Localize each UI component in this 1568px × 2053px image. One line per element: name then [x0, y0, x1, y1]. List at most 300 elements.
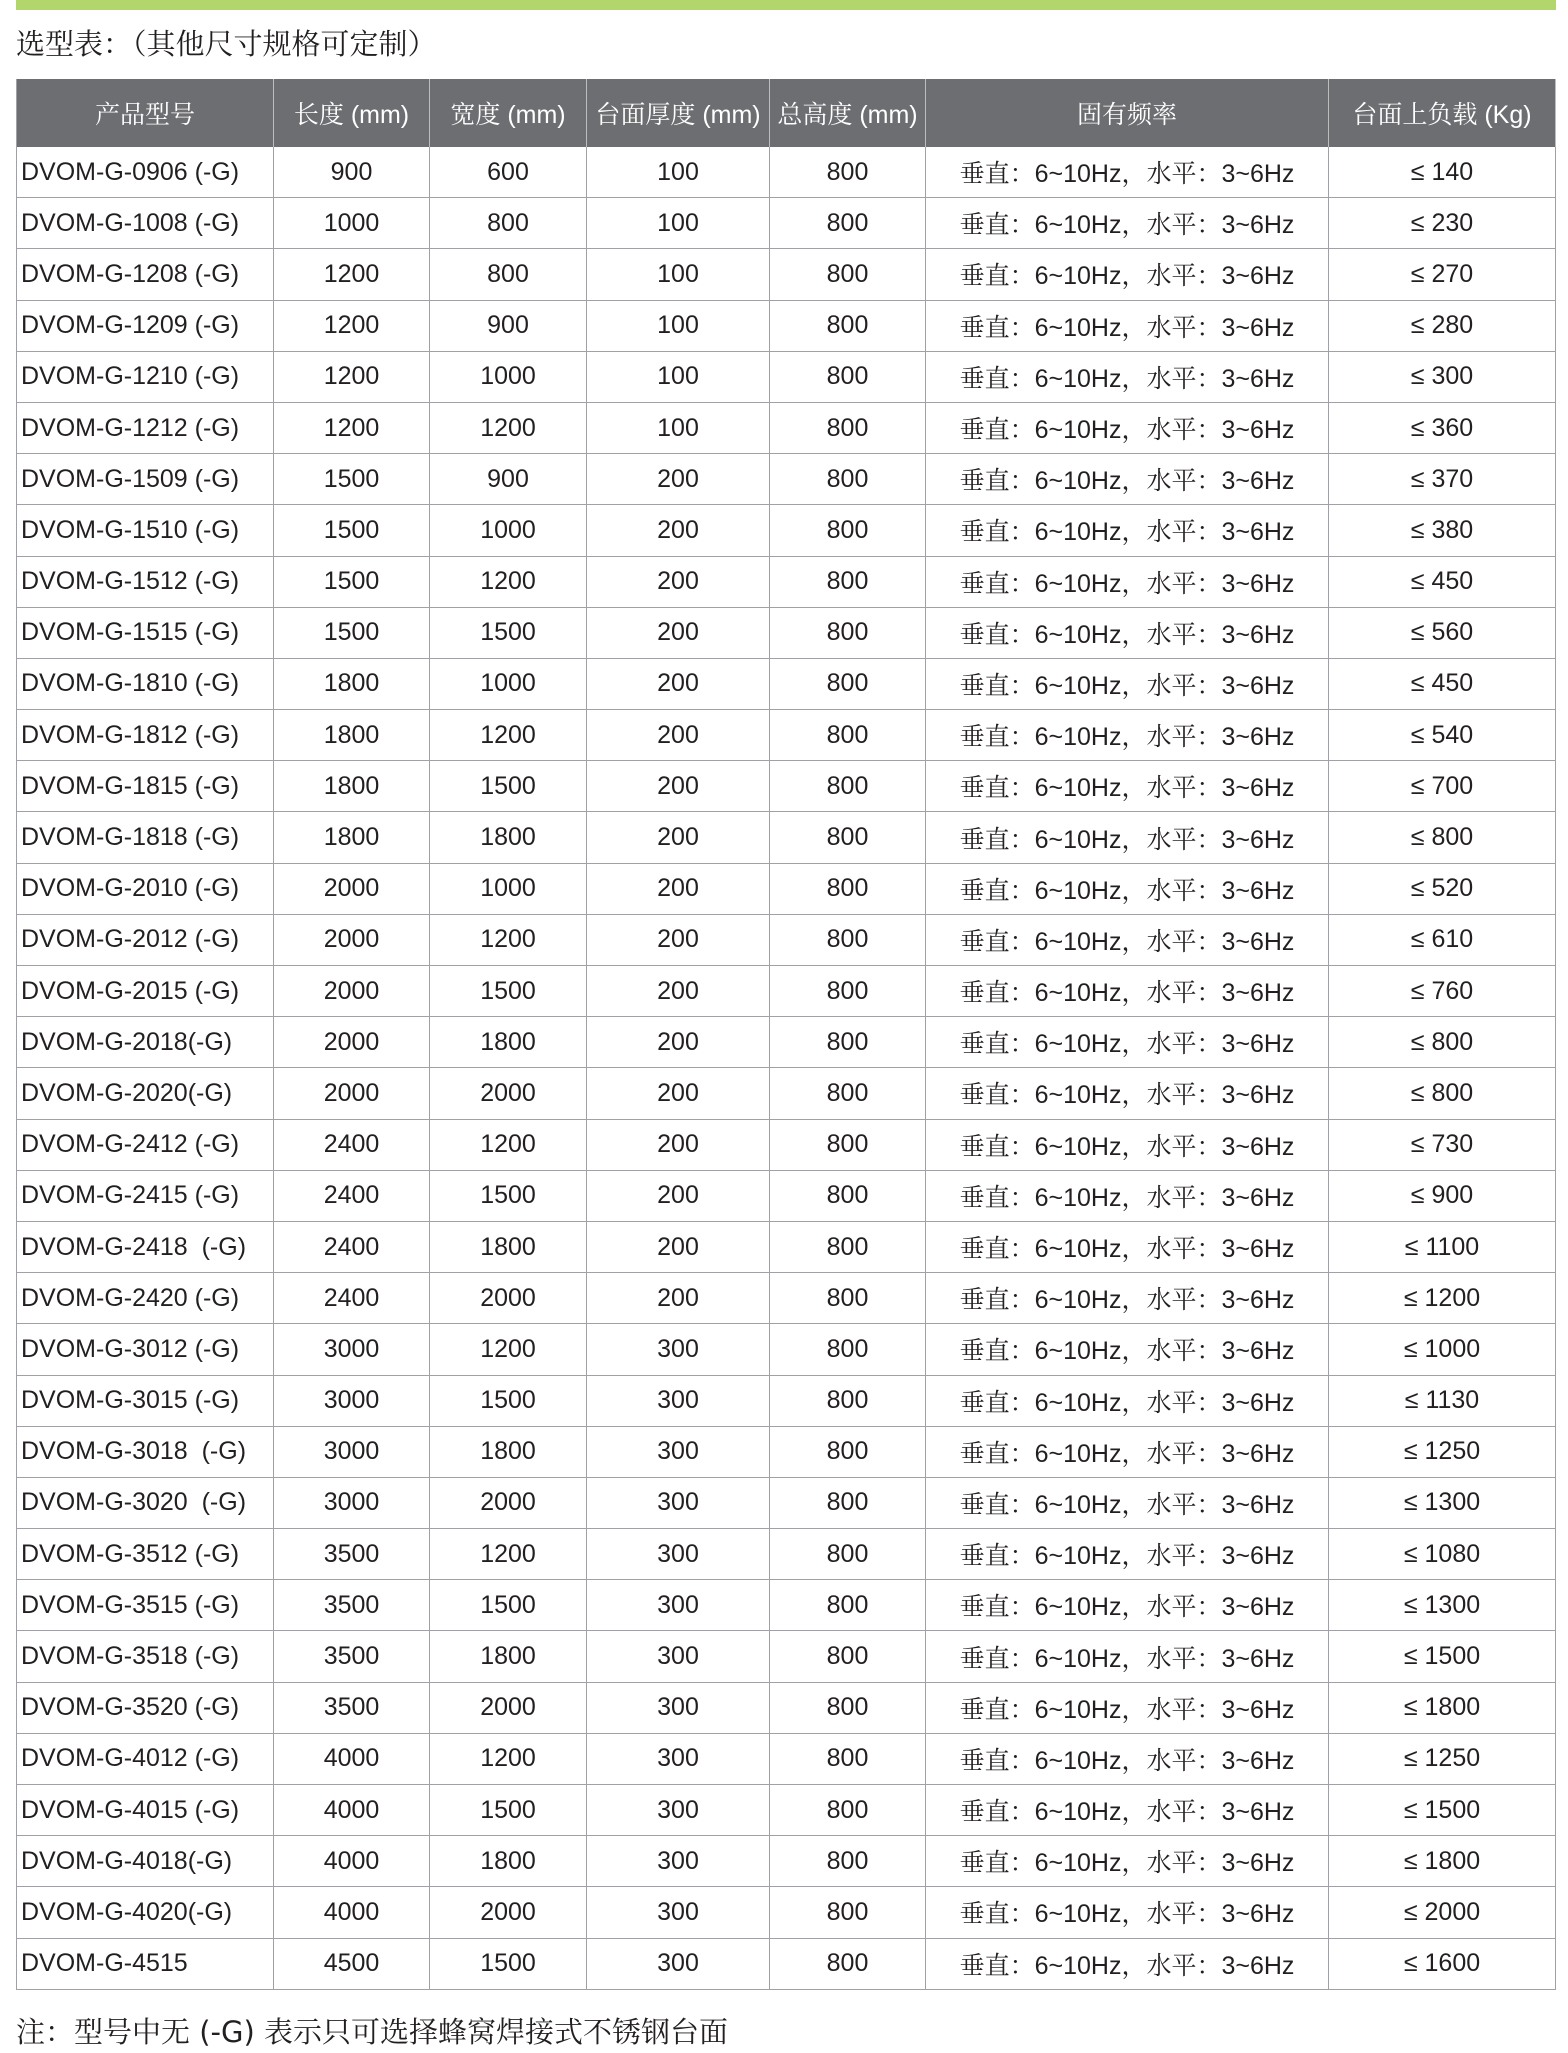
cell-total-height: 800 [770, 1734, 926, 1784]
cell-width: 1200 [430, 915, 587, 965]
cell-model: DVOM-G-1512 (-G) [17, 557, 274, 607]
cell-natural-frequency: 垂直：6~10Hz，水平：3~6Hz [926, 1631, 1329, 1681]
cell-natural-frequency: 垂直：6~10Hz，水平：3~6Hz [926, 710, 1329, 760]
table-row [17, 403, 1556, 454]
cell-thickness: 200 [587, 864, 770, 914]
cell-load: ≤ 1000 [1329, 1324, 1556, 1374]
cell-thickness: 300 [587, 1683, 770, 1733]
spec-table [16, 79, 1556, 1990]
cell-natural-frequency: 垂直：6~10Hz，水平：3~6Hz [926, 1120, 1329, 1170]
cell-width: 1500 [430, 1171, 587, 1221]
cell-length: 3500 [274, 1683, 430, 1733]
cell-length: 1800 [274, 761, 430, 811]
cell-length: 2000 [274, 1068, 430, 1118]
column-header-width: 宽度 (mm) [430, 79, 587, 147]
cell-natural-frequency: 垂直：6~10Hz，水平：3~6Hz [926, 1683, 1329, 1733]
cell-load: ≤ 1300 [1329, 1478, 1556, 1528]
cell-load: ≤ 1080 [1329, 1529, 1556, 1579]
cell-thickness: 200 [587, 710, 770, 760]
cell-total-height: 800 [770, 1785, 926, 1835]
table-row [17, 1836, 1556, 1887]
cell-natural-frequency: 垂直：6~10Hz，水平：3~6Hz [926, 147, 1329, 197]
cell-natural-frequency: 垂直：6~10Hz，水平：3~6Hz [926, 403, 1329, 453]
table-row [17, 761, 1556, 812]
table-row [17, 249, 1556, 300]
cell-natural-frequency: 垂直：6~10Hz，水平：3~6Hz [926, 301, 1329, 351]
cell-model: DVOM-G-2420 (-G) [17, 1273, 274, 1323]
cell-natural-frequency: 垂直：6~10Hz，水平：3~6Hz [926, 1068, 1329, 1118]
cell-width: 1500 [430, 1580, 587, 1630]
cell-total-height: 800 [770, 198, 926, 248]
cell-load: ≤ 1800 [1329, 1683, 1556, 1733]
cell-width: 1200 [430, 403, 587, 453]
table-row [17, 1273, 1556, 1324]
cell-natural-frequency: 垂直：6~10Hz，水平：3~6Hz [926, 761, 1329, 811]
cell-total-height: 800 [770, 1631, 926, 1681]
cell-natural-frequency: 垂直：6~10Hz，水平：3~6Hz [926, 1478, 1329, 1528]
table-row [17, 301, 1556, 352]
cell-thickness: 300 [587, 1734, 770, 1784]
cell-length: 3500 [274, 1529, 430, 1579]
cell-natural-frequency: 垂直：6~10Hz，水平：3~6Hz [926, 1939, 1329, 1989]
table-row [17, 1427, 1556, 1478]
cell-natural-frequency: 垂直：6~10Hz，水平：3~6Hz [926, 1887, 1329, 1937]
cell-width: 800 [430, 249, 587, 299]
cell-total-height: 800 [770, 1529, 926, 1579]
cell-model: DVOM-G-1212 (-G) [17, 403, 274, 453]
cell-natural-frequency: 垂直：6~10Hz，水平：3~6Hz [926, 608, 1329, 658]
table-row [17, 966, 1556, 1017]
cell-load: ≤ 1500 [1329, 1785, 1556, 1835]
cell-thickness: 200 [587, 1120, 770, 1170]
cell-length: 3500 [274, 1631, 430, 1681]
table-row [17, 1529, 1556, 1580]
table-row [17, 1631, 1556, 1682]
cell-load: ≤ 800 [1329, 1068, 1556, 1118]
cell-load: ≤ 800 [1329, 812, 1556, 862]
cell-load: ≤ 230 [1329, 198, 1556, 248]
cell-load: ≤ 2000 [1329, 1887, 1556, 1937]
cell-width: 900 [430, 454, 587, 504]
cell-width: 1800 [430, 812, 587, 862]
cell-model: DVOM-G-4015 (-G) [17, 1785, 274, 1835]
cell-total-height: 800 [770, 557, 926, 607]
cell-model: DVOM-G-1812 (-G) [17, 710, 274, 760]
table-row [17, 198, 1556, 249]
cell-length: 3500 [274, 1580, 430, 1630]
table-row [17, 1222, 1556, 1273]
cell-total-height: 800 [770, 1683, 926, 1733]
cell-thickness: 200 [587, 966, 770, 1016]
cell-natural-frequency: 垂直：6~10Hz，水平：3~6Hz [926, 1171, 1329, 1221]
cell-width: 1500 [430, 761, 587, 811]
cell-model: DVOM-G-2020(-G) [17, 1068, 274, 1118]
cell-model: DVOM-G-1210 (-G) [17, 352, 274, 402]
cell-length: 1500 [274, 454, 430, 504]
cell-width: 1500 [430, 1939, 587, 1989]
cell-length: 1500 [274, 608, 430, 658]
table-body [17, 147, 1556, 1990]
cell-model: DVOM-G-4018(-G) [17, 1836, 274, 1886]
cell-length: 4000 [274, 1887, 430, 1937]
cell-load: ≤ 1200 [1329, 1273, 1556, 1323]
cell-load: ≤ 1130 [1329, 1376, 1556, 1426]
cell-thickness: 200 [587, 1068, 770, 1118]
cell-width: 1500 [430, 966, 587, 1016]
cell-length: 4500 [274, 1939, 430, 1989]
table-row [17, 1734, 1556, 1785]
cell-load: ≤ 380 [1329, 505, 1556, 555]
cell-natural-frequency: 垂直：6~10Hz，水平：3~6Hz [926, 915, 1329, 965]
cell-width: 1800 [430, 1427, 587, 1477]
column-header-load: 台面上负载 (Kg) [1329, 79, 1556, 147]
cell-model: DVOM-G-2418 (-G) [17, 1222, 274, 1272]
cell-load: ≤ 280 [1329, 301, 1556, 351]
table-row [17, 1580, 1556, 1631]
cell-width: 1500 [430, 1785, 587, 1835]
cell-natural-frequency: 垂直：6~10Hz，水平：3~6Hz [926, 812, 1329, 862]
cell-width: 2000 [430, 1068, 587, 1118]
cell-length: 2000 [274, 864, 430, 914]
cell-natural-frequency: 垂直：6~10Hz，水平：3~6Hz [926, 659, 1329, 709]
table-row [17, 864, 1556, 915]
table-row [17, 147, 1556, 198]
cell-length: 1800 [274, 812, 430, 862]
cell-thickness: 200 [587, 454, 770, 504]
cell-total-height: 800 [770, 1324, 926, 1374]
cell-total-height: 800 [770, 1171, 926, 1221]
cell-width: 1200 [430, 1529, 587, 1579]
cell-thickness: 100 [587, 352, 770, 402]
cell-natural-frequency: 垂直：6~10Hz，水平：3~6Hz [926, 966, 1329, 1016]
column-header-model: 产品型号 [17, 79, 274, 147]
cell-length: 2400 [274, 1171, 430, 1221]
cell-total-height: 800 [770, 1887, 926, 1937]
cell-width: 1000 [430, 864, 587, 914]
cell-model: DVOM-G-3015 (-G) [17, 1376, 274, 1426]
cell-total-height: 800 [770, 761, 926, 811]
cell-width: 800 [430, 198, 587, 248]
table-row [17, 710, 1556, 761]
cell-natural-frequency: 垂直：6~10Hz，水平：3~6Hz [926, 1734, 1329, 1784]
cell-total-height: 800 [770, 1017, 926, 1067]
cell-width: 1500 [430, 608, 587, 658]
cell-model: DVOM-G-3518 (-G) [17, 1631, 274, 1681]
cell-natural-frequency: 垂直：6~10Hz，水平：3~6Hz [926, 505, 1329, 555]
column-header-thickness: 台面厚度 (mm) [587, 79, 770, 147]
table-row [17, 1478, 1556, 1529]
table-row [17, 1017, 1556, 1068]
cell-length: 2000 [274, 1017, 430, 1067]
table-row [17, 1683, 1556, 1734]
table-row [17, 1376, 1556, 1427]
cell-natural-frequency: 垂直：6~10Hz，水平：3~6Hz [926, 198, 1329, 248]
cell-natural-frequency: 垂直：6~10Hz，水平：3~6Hz [926, 1529, 1329, 1579]
cell-thickness: 100 [587, 403, 770, 453]
cell-width: 1800 [430, 1631, 587, 1681]
cell-load: ≤ 1300 [1329, 1580, 1556, 1630]
cell-thickness: 300 [587, 1785, 770, 1835]
cell-width: 1800 [430, 1017, 587, 1067]
cell-load: ≤ 800 [1329, 1017, 1556, 1067]
cell-length: 1200 [274, 403, 430, 453]
cell-length: 900 [274, 147, 430, 197]
cell-load: ≤ 1600 [1329, 1939, 1556, 1989]
cell-length: 1800 [274, 659, 430, 709]
cell-model: DVOM-G-2015 (-G) [17, 966, 274, 1016]
cell-model: DVOM-G-1515 (-G) [17, 608, 274, 658]
cell-thickness: 200 [587, 608, 770, 658]
cell-length: 1500 [274, 505, 430, 555]
cell-model: DVOM-G-1818 (-G) [17, 812, 274, 862]
cell-thickness: 200 [587, 1273, 770, 1323]
cell-thickness: 100 [587, 249, 770, 299]
cell-thickness: 300 [587, 1836, 770, 1886]
cell-natural-frequency: 垂直：6~10Hz，水平：3~6Hz [926, 1836, 1329, 1886]
cell-total-height: 800 [770, 915, 926, 965]
cell-load: ≤ 270 [1329, 249, 1556, 299]
cell-thickness: 300 [587, 1580, 770, 1630]
table-row [17, 505, 1556, 556]
cell-width: 1000 [430, 659, 587, 709]
cell-model: DVOM-G-2010 (-G) [17, 864, 274, 914]
cell-total-height: 800 [770, 147, 926, 197]
cell-thickness: 300 [587, 1939, 770, 1989]
cell-model: DVOM-G-3018 (-G) [17, 1427, 274, 1477]
cell-thickness: 300 [587, 1478, 770, 1528]
accent-bar [16, 0, 1556, 10]
cell-model: DVOM-G-1509 (-G) [17, 454, 274, 504]
cell-total-height: 800 [770, 301, 926, 351]
cell-natural-frequency: 垂直：6~10Hz，水平：3~6Hz [926, 454, 1329, 504]
cell-load: ≤ 360 [1329, 403, 1556, 453]
cell-model: DVOM-G-2415 (-G) [17, 1171, 274, 1221]
cell-model: DVOM-G-2412 (-G) [17, 1120, 274, 1170]
table-row [17, 352, 1556, 403]
cell-thickness: 200 [587, 1222, 770, 1272]
cell-thickness: 200 [587, 659, 770, 709]
column-header-length: 长度 (mm) [274, 79, 430, 147]
cell-model: DVOM-G-3020 (-G) [17, 1478, 274, 1528]
cell-model: DVOM-G-3515 (-G) [17, 1580, 274, 1630]
cell-model: DVOM-G-1510 (-G) [17, 505, 274, 555]
cell-length: 2000 [274, 966, 430, 1016]
column-header-total-height: 总高度 (mm) [770, 79, 926, 147]
cell-load: ≤ 1800 [1329, 1836, 1556, 1886]
cell-length: 2400 [274, 1222, 430, 1272]
cell-load: ≤ 730 [1329, 1120, 1556, 1170]
cell-length: 2400 [274, 1273, 430, 1323]
cell-thickness: 200 [587, 557, 770, 607]
cell-width: 1500 [430, 1376, 587, 1426]
cell-model: DVOM-G-0906 (-G) [17, 147, 274, 197]
cell-length: 3000 [274, 1376, 430, 1426]
cell-model: DVOM-G-1208 (-G) [17, 249, 274, 299]
cell-load: ≤ 520 [1329, 864, 1556, 914]
cell-total-height: 800 [770, 1939, 926, 1989]
cell-natural-frequency: 垂直：6~10Hz，水平：3~6Hz [926, 249, 1329, 299]
cell-thickness: 100 [587, 147, 770, 197]
cell-width: 1200 [430, 1120, 587, 1170]
cell-width: 1200 [430, 557, 587, 607]
cell-total-height: 800 [770, 1580, 926, 1630]
table-row [17, 1120, 1556, 1171]
cell-thickness: 200 [587, 915, 770, 965]
cell-natural-frequency: 垂直：6~10Hz，水平：3~6Hz [926, 1785, 1329, 1835]
cell-width: 2000 [430, 1887, 587, 1937]
table-row [17, 1324, 1556, 1375]
cell-thickness: 200 [587, 1171, 770, 1221]
cell-total-height: 800 [770, 1273, 926, 1323]
cell-width: 2000 [430, 1273, 587, 1323]
cell-model: DVOM-G-1815 (-G) [17, 761, 274, 811]
cell-length: 2400 [274, 1120, 430, 1170]
cell-length: 4000 [274, 1785, 430, 1835]
cell-load: ≤ 760 [1329, 966, 1556, 1016]
cell-load: ≤ 1100 [1329, 1222, 1556, 1272]
cell-width: 2000 [430, 1683, 587, 1733]
cell-load: ≤ 900 [1329, 1171, 1556, 1221]
cell-load: ≤ 450 [1329, 557, 1556, 607]
cell-width: 1200 [430, 1324, 587, 1374]
cell-natural-frequency: 垂直：6~10Hz，水平：3~6Hz [926, 1580, 1329, 1630]
cell-model: DVOM-G-1209 (-G) [17, 301, 274, 351]
cell-total-height: 800 [770, 1478, 926, 1528]
table-row [17, 1785, 1556, 1836]
table-row [17, 1939, 1556, 1990]
cell-length: 1000 [274, 198, 430, 248]
cell-total-height: 800 [770, 403, 926, 453]
cell-length: 4000 [274, 1734, 430, 1784]
cell-model: DVOM-G-2018(-G) [17, 1017, 274, 1067]
cell-width: 1200 [430, 710, 587, 760]
cell-natural-frequency: 垂直：6~10Hz，水平：3~6Hz [926, 1222, 1329, 1272]
cell-width: 1800 [430, 1222, 587, 1272]
cell-total-height: 800 [770, 812, 926, 862]
cell-total-height: 800 [770, 1836, 926, 1886]
cell-total-height: 800 [770, 1222, 926, 1272]
cell-thickness: 300 [587, 1324, 770, 1374]
cell-thickness: 100 [587, 301, 770, 351]
cell-natural-frequency: 垂直：6~10Hz，水平：3~6Hz [926, 557, 1329, 607]
table-row [17, 812, 1556, 863]
cell-natural-frequency: 垂直：6~10Hz，水平：3~6Hz [926, 1273, 1329, 1323]
cell-load: ≤ 1500 [1329, 1631, 1556, 1681]
cell-total-height: 800 [770, 1427, 926, 1477]
table-row [17, 915, 1556, 966]
cell-width: 600 [430, 147, 587, 197]
cell-model: DVOM-G-2012 (-G) [17, 915, 274, 965]
cell-total-height: 800 [770, 352, 926, 402]
cell-width: 1200 [430, 1734, 587, 1784]
cell-thickness: 200 [587, 761, 770, 811]
cell-thickness: 100 [587, 198, 770, 248]
cell-total-height: 800 [770, 1068, 926, 1118]
cell-load: ≤ 560 [1329, 608, 1556, 658]
cell-length: 3000 [274, 1427, 430, 1477]
table-header-row [17, 79, 1556, 147]
cell-total-height: 800 [770, 249, 926, 299]
table-row [17, 608, 1556, 659]
cell-natural-frequency: 垂直：6~10Hz，水平：3~6Hz [926, 352, 1329, 402]
cell-natural-frequency: 垂直：6~10Hz，水平：3~6Hz [926, 1017, 1329, 1067]
cell-thickness: 300 [587, 1529, 770, 1579]
cell-natural-frequency: 垂直：6~10Hz，水平：3~6Hz [926, 1324, 1329, 1374]
cell-total-height: 800 [770, 966, 926, 1016]
cell-thickness: 300 [587, 1427, 770, 1477]
cell-load: ≤ 540 [1329, 710, 1556, 760]
cell-total-height: 800 [770, 710, 926, 760]
cell-width: 1000 [430, 505, 587, 555]
cell-model: DVOM-G-4020(-G) [17, 1887, 274, 1937]
cell-length: 1200 [274, 352, 430, 402]
cell-length: 1800 [274, 710, 430, 760]
cell-length: 1500 [274, 557, 430, 607]
cell-model: DVOM-G-1008 (-G) [17, 198, 274, 248]
table-row [17, 1068, 1556, 1119]
cell-model: DVOM-G-3012 (-G) [17, 1324, 274, 1374]
cell-length: 4000 [274, 1836, 430, 1886]
table-row [17, 1171, 1556, 1222]
cell-total-height: 800 [770, 864, 926, 914]
cell-total-height: 800 [770, 505, 926, 555]
cell-thickness: 200 [587, 812, 770, 862]
cell-model: DVOM-G-4515 [17, 1939, 274, 1989]
table-row [17, 557, 1556, 608]
cell-load: ≤ 140 [1329, 147, 1556, 197]
table-row [17, 454, 1556, 505]
cell-length: 1200 [274, 249, 430, 299]
cell-load: ≤ 370 [1329, 454, 1556, 504]
cell-width: 1000 [430, 352, 587, 402]
column-header-natural-frequency: 固有频率 [926, 79, 1329, 147]
cell-length: 1200 [274, 301, 430, 351]
cell-natural-frequency: 垂直：6~10Hz，水平：3~6Hz [926, 1427, 1329, 1477]
cell-thickness: 200 [587, 505, 770, 555]
cell-model: DVOM-G-1810 (-G) [17, 659, 274, 709]
cell-total-height: 800 [770, 454, 926, 504]
cell-length: 3000 [274, 1324, 430, 1374]
cell-load: ≤ 700 [1329, 761, 1556, 811]
cell-width: 1800 [430, 1836, 587, 1886]
cell-width: 900 [430, 301, 587, 351]
cell-model: DVOM-G-4012 (-G) [17, 1734, 274, 1784]
cell-model: DVOM-G-3520 (-G) [17, 1683, 274, 1733]
cell-total-height: 800 [770, 1120, 926, 1170]
cell-thickness: 300 [587, 1887, 770, 1937]
cell-load: ≤ 300 [1329, 352, 1556, 402]
cell-length: 2000 [274, 915, 430, 965]
cell-load: ≤ 450 [1329, 659, 1556, 709]
cell-width: 2000 [430, 1478, 587, 1528]
cell-thickness: 300 [587, 1376, 770, 1426]
cell-natural-frequency: 垂直：6~10Hz，水平：3~6Hz [926, 864, 1329, 914]
footnote: 注：型号中无 (-G) 表示只可选择蜂窝焊接式不锈钢台面 [16, 2015, 729, 2049]
cell-thickness: 300 [587, 1631, 770, 1681]
table-row [17, 659, 1556, 710]
cell-length: 3000 [274, 1478, 430, 1528]
cell-total-height: 800 [770, 1376, 926, 1426]
table-row [17, 1887, 1556, 1938]
cell-total-height: 800 [770, 608, 926, 658]
cell-load: ≤ 1250 [1329, 1734, 1556, 1784]
cell-load: ≤ 610 [1329, 915, 1556, 965]
cell-total-height: 800 [770, 659, 926, 709]
cell-load: ≤ 1250 [1329, 1427, 1556, 1477]
cell-natural-frequency: 垂直：6~10Hz，水平：3~6Hz [926, 1376, 1329, 1426]
page-title: 选型表：（其他尺寸规格可定制） [16, 27, 437, 61]
cell-model: DVOM-G-3512 (-G) [17, 1529, 274, 1579]
